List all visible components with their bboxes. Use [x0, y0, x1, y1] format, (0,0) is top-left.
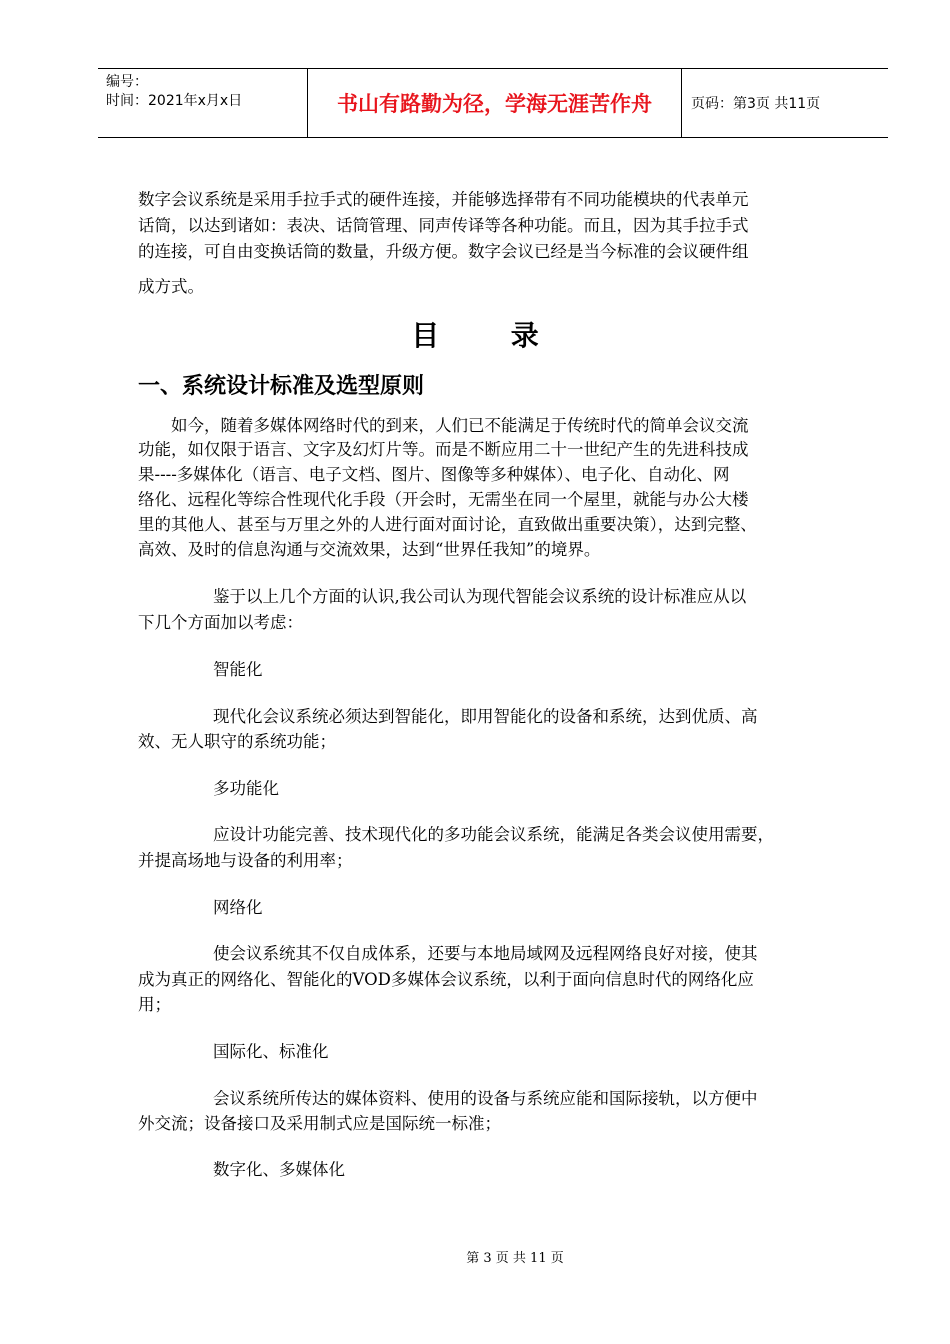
item-title-digital: 数字化、多媒体化 — [213, 1160, 345, 1179]
para2-line-2: 下几个方面加以考虑： — [138, 613, 303, 632]
page-footer: 第 3 页 共 11 页 — [466, 1251, 564, 1266]
para1-line-1: 如今，随着多媒体网络时代的到来，人们已不能满足于传统时代的简单会议交流 — [171, 416, 749, 435]
item-desc-line: 应设计功能完善、技术现代化的多功能会议系统，能满足各类会议使用需要， — [213, 825, 774, 844]
item-desc-line: 并提高场地与设备的利用率； — [138, 851, 353, 870]
intro-line-4: 成方式。 — [138, 277, 204, 296]
item-desc-line: 效、无人职守的系统功能； — [138, 732, 336, 751]
toc-title-char-2: 录 — [510, 319, 539, 352]
time-label: 时间：2021年x月x日 — [106, 93, 243, 109]
page-header — [98, 68, 888, 138]
header-motto: 书山有路勤为径，学海无涯苦作舟 — [308, 69, 682, 137]
para1-line-4: 络化、远程化等综合性现代化手段（开会时，无需坐在同一个屋里，就能与办公大楼 — [138, 490, 749, 509]
para1-line-3: 果----多媒体化（语言、电子文档、图片、图像等多种媒体）、电子化、自动化、网 — [138, 465, 730, 484]
item-title-intelligent: 智能化 — [213, 660, 263, 679]
item-desc-line: 成为真正的网络化、智能化的VOD多媒体会议系统，以利于面向信息时代的网络化应 — [138, 970, 754, 989]
section-heading: 一、系统设计标准及选型原则 — [138, 374, 425, 399]
header-page-info: 页码：第3页 共11页 — [691, 96, 821, 112]
item-title-networked: 网络化 — [213, 898, 263, 917]
item-desc-line: 现代化会议系统必须达到智能化，即用智能化的设备和系统，达到优质、高 — [213, 707, 758, 726]
header-meta — [98, 69, 308, 137]
para1-line-5: 里的其他人、甚至与万里之外的人进行面对面讨论，直致做出重要决策），达到完整、 — [138, 515, 757, 534]
intro-line-3: 的连接，可自由变换话筒的数量，升级方便。数字会议已经是当今标准的会议硬件组 — [138, 242, 749, 261]
number-label: 编号： — [106, 74, 148, 90]
intro-line-2: 话筒，以达到诸如：表决、话筒管理、同声传译等各种功能。而且，因为其手拉手式 — [138, 216, 749, 235]
intro-line-1: 数字会议系统是采用手拉手式的硬件连接，并能够选择带有不同功能模块的代表单元 — [138, 190, 749, 209]
item-desc-line: 会议系统所传达的媒体资料、使用的设备与系统应能和国际接轨，以方便中 — [213, 1089, 758, 1108]
item-desc-line: 外交流；设备接口及采用制式应是国际统一标准； — [138, 1114, 501, 1133]
toc-title — [0, 314, 950, 354]
item-desc-line: 用； — [138, 995, 171, 1014]
para2-line-1: 鉴于以上几个方面的认识,我公司认为现代智能会议系统的设计标准应从以 — [213, 587, 747, 606]
item-title-multifunction: 多功能化 — [213, 779, 279, 798]
para1-line-2: 功能，如仅限于语言、文字及幻灯片等。而是不断应用二十一世纪产生的先进科技成 — [138, 440, 749, 459]
toc-title-char-1: 目 — [411, 319, 440, 352]
item-title-international: 国际化、标准化 — [213, 1042, 329, 1061]
item-desc-line: 使会议系统其不仅自成体系，还要与本地局域网及远程网络良好对接，使其 — [213, 944, 758, 963]
para1-line-6: 高效、及时的信息沟通与交流效果，达到“世界任我知”的境界。 — [138, 540, 601, 559]
